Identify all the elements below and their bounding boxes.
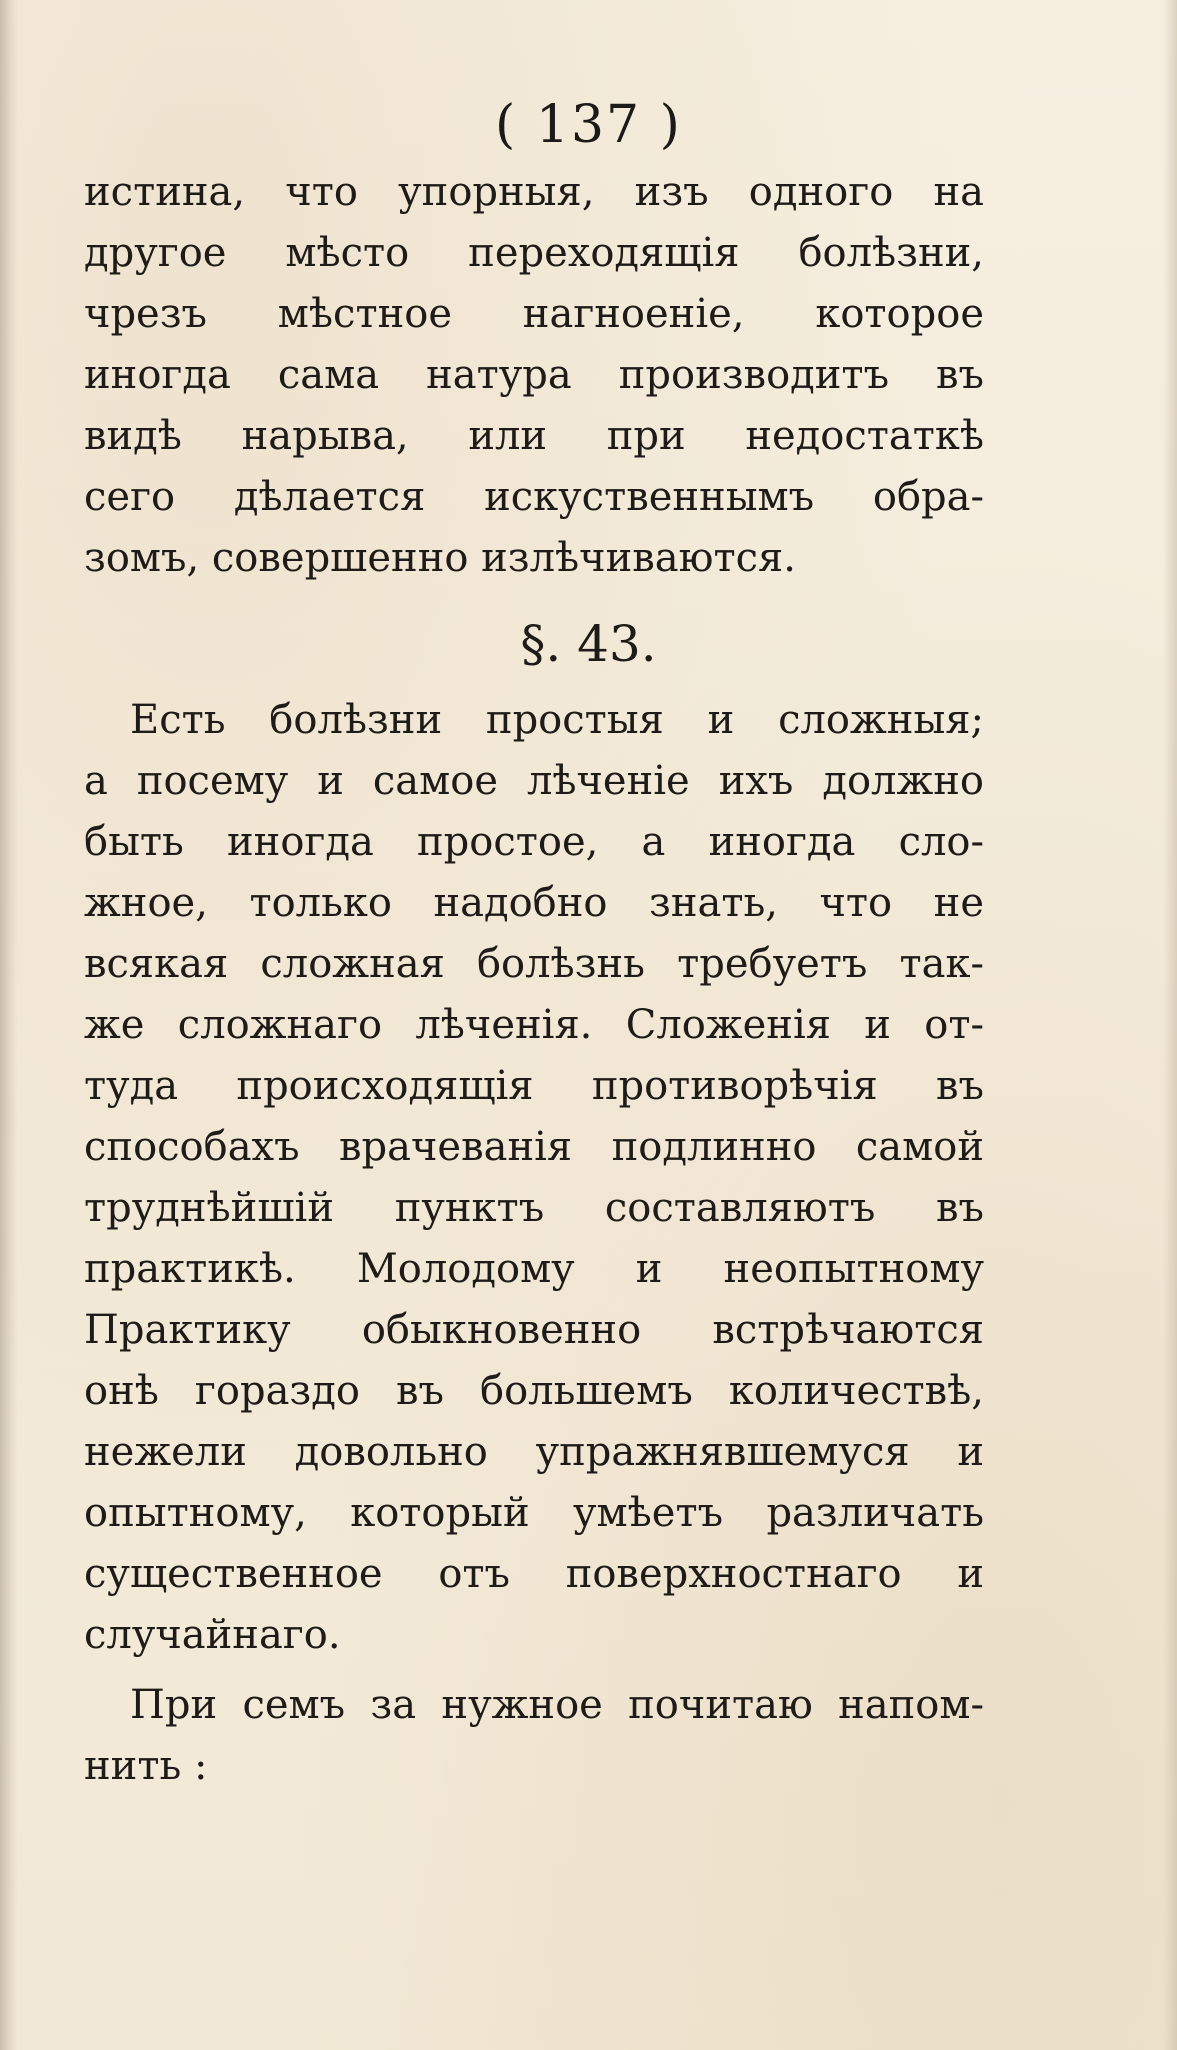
text-line: нежели довольно упражнявшемуся и [84, 1429, 984, 1475]
text-line: быть иногда простое, а иногда сло- [84, 819, 984, 865]
text-line: способахъ врачеванія подлинно самой [84, 1124, 984, 1170]
text-line: случайнаго. [84, 1612, 341, 1658]
text-line: нить : [84, 1743, 208, 1789]
text-line: жное, только надобно знать, что не [84, 880, 984, 926]
text-line: сего дѣлается искуственнымъ обра- [84, 474, 984, 520]
page-left-edge [0, 0, 18, 2050]
section-heading: §. 43. [520, 615, 657, 673]
text-line: Практику обыкновенно встрѣчаются [84, 1307, 984, 1353]
text-line: зомъ, совершенно излѣчиваются. [84, 535, 796, 581]
page-right-edge [1163, 0, 1177, 2050]
text-line: туда происходящія противорѣчія въ [84, 1063, 984, 1109]
page-number: ( 137 ) [495, 95, 682, 155]
paragraph-3 [84, 1675, 984, 1797]
text-line: истина, что упорныя, изъ одного на [84, 169, 984, 215]
text-line: а посему и самое лѣченіе ихъ должно [84, 758, 984, 804]
text-line: видѣ нарыва, или при недостаткѣ [84, 413, 984, 459]
paragraph-1 [84, 162, 984, 589]
text-line: Есть болѣзни простыя и сложныя; [130, 697, 984, 743]
text-line: всякая сложная болѣзнь требуетъ так- [84, 941, 984, 987]
text-line: иногда сама натура производитъ въ [84, 352, 984, 398]
text-line: чрезъ мѣстное нагноеніе, которое [84, 291, 984, 337]
text-line: другое мѣсто переходящія болѣзни, [84, 230, 984, 276]
text-line: При семъ за нужное почитаю напом- [130, 1682, 984, 1728]
text-line: же сложнаго лѣченія. Сложенія и от- [84, 1002, 984, 1048]
text-line: опытному, который умѣетъ различать [84, 1490, 984, 1536]
text-line: онѣ гораздо въ большемъ количествѣ, [84, 1368, 984, 1414]
text-line: труднѣйшій пунктъ составляютъ въ [84, 1185, 984, 1231]
text-line: практикѣ. Молодому и неопытному [84, 1246, 984, 1292]
paragraph-2 [84, 690, 984, 1666]
text-line: существенное отъ поверхностнаго и [84, 1551, 984, 1597]
